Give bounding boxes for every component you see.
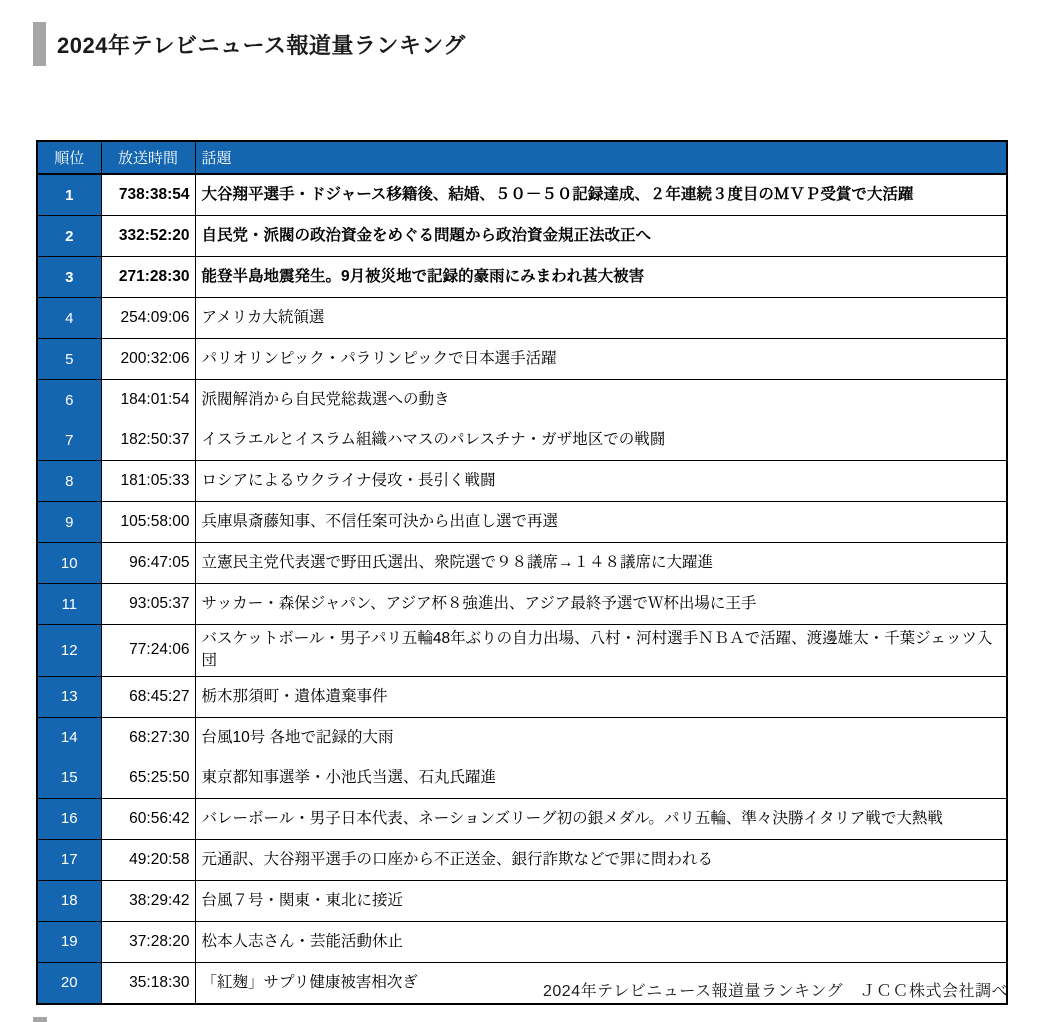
rank-cell: 13 xyxy=(37,676,101,717)
rank-cell: 2 xyxy=(37,216,101,257)
rank-cell: 6 xyxy=(37,380,101,421)
topic-cell: 兵庫県斎藤知事、不信任案可決から出直し選で再選 xyxy=(195,502,1007,543)
topic-cell: 大谷翔平選手・ドジャース移籍後、結婚、５０－５０記録達成、２年連続３度目のＭＶＰ受賞で大活躍 xyxy=(195,174,1007,216)
table-row xyxy=(37,339,1007,380)
time-cell: 49:20:58 xyxy=(101,839,195,880)
column-header-time: 放送時間 xyxy=(101,141,195,174)
rank-cell: 12 xyxy=(37,625,101,677)
topic-cell: サッカー・森保ジャパン、アジア杯８強進出、アジア最終予選でＷ杯出場に王手 xyxy=(195,584,1007,625)
time-cell: 332:52:20 xyxy=(101,216,195,257)
time-cell: 254:09:06 xyxy=(101,298,195,339)
rank-cell: 16 xyxy=(37,798,101,839)
time-cell: 181:05:33 xyxy=(101,461,195,502)
time-cell: 200:32:06 xyxy=(101,339,195,380)
rank-cell: 9 xyxy=(37,502,101,543)
time-cell: 60:56:42 xyxy=(101,798,195,839)
title-block xyxy=(33,22,466,66)
rank-cell: 11 xyxy=(37,584,101,625)
table-row xyxy=(37,839,1007,880)
time-cell: 271:28:30 xyxy=(101,257,195,298)
next-section-accent-bar xyxy=(33,1017,47,1022)
table-row xyxy=(37,921,1007,962)
time-cell: 77:24:06 xyxy=(101,625,195,677)
time-cell: 68:27:30 xyxy=(101,717,195,758)
table-row xyxy=(37,298,1007,339)
topic-cell: 能登半島地震発生。9月被災地で記録的豪雨にみまわれ甚大被害 xyxy=(195,257,1007,298)
table-row xyxy=(37,717,1007,758)
ranking-table xyxy=(36,140,1008,1005)
table-row xyxy=(37,420,1007,461)
table-row xyxy=(37,584,1007,625)
column-header-topic: 話題 xyxy=(195,141,1007,174)
table-row xyxy=(37,798,1007,839)
ranking-table-header xyxy=(37,141,1007,174)
time-cell: 105:58:00 xyxy=(101,502,195,543)
rank-cell: 15 xyxy=(37,758,101,799)
time-cell: 37:28:20 xyxy=(101,921,195,962)
rank-cell: 14 xyxy=(37,717,101,758)
time-cell: 182:50:37 xyxy=(101,420,195,461)
rank-cell: 18 xyxy=(37,880,101,921)
rank-cell: 20 xyxy=(37,962,101,1004)
topic-cell: バスケットボール・男子パリ五輪48年ぶりの自力出場、八村・河村選手ＮＢＡで活躍、渡邊雄太・千葉ジェッツ入団 xyxy=(195,625,1007,677)
rank-cell: 3 xyxy=(37,257,101,298)
rank-cell: 1 xyxy=(37,174,101,216)
page-title: 2024年テレビニュース報道量ランキング xyxy=(57,32,466,58)
time-cell: 738:38:54 xyxy=(101,174,195,216)
rank-cell: 10 xyxy=(37,543,101,584)
topic-cell: パリオリンピック・パラリンピックで日本選手活躍 xyxy=(195,339,1007,380)
topic-cell: バレーボール・男子日本代表、ネーションズリーグ初の銀メダル。パリ五輪、準々決勝イタリア戦で大熱戦 xyxy=(195,798,1007,839)
topic-cell: 「紅麹」サプリ健康被害相次ぎ xyxy=(195,962,1007,1004)
time-cell: 184:01:54 xyxy=(101,380,195,421)
rank-cell: 17 xyxy=(37,839,101,880)
ranking-table-container xyxy=(36,140,1008,1005)
source-caption: 2024年テレビニュース報道量ランキング ＪＣＣ株式会社調べ xyxy=(543,983,1008,1000)
table-row xyxy=(37,502,1007,543)
time-cell: 93:05:37 xyxy=(101,584,195,625)
table-row xyxy=(37,758,1007,799)
topic-cell: 東京都知事選挙・小池氏当選、石丸氏躍進 xyxy=(195,758,1007,799)
topic-cell: 立憲民主党代表選で野田氏選出、衆院選で９８議席→１４８議席に大躍進 xyxy=(195,543,1007,584)
rank-cell: 19 xyxy=(37,921,101,962)
topic-cell: 派閥解消から自民党総裁選への動き xyxy=(195,380,1007,421)
rank-cell: 8 xyxy=(37,461,101,502)
table-row xyxy=(37,625,1007,677)
table-row xyxy=(37,543,1007,584)
topic-cell: 栃木那須町・遺体遺棄事件 xyxy=(195,676,1007,717)
time-cell: 68:45:27 xyxy=(101,676,195,717)
table-row xyxy=(37,216,1007,257)
time-cell: 65:25:50 xyxy=(101,758,195,799)
table-row xyxy=(37,880,1007,921)
header-row xyxy=(37,141,1007,174)
rank-cell: 5 xyxy=(37,339,101,380)
topic-cell: 自民党・派閥の政治資金をめぐる問題から政治資金規正法改正へ xyxy=(195,216,1007,257)
time-cell: 35:18:30 xyxy=(101,962,195,1004)
topic-cell: 元通訳、大谷翔平選手の口座から不正送金、銀行詐欺などで罪に問われる xyxy=(195,839,1007,880)
table-row xyxy=(37,380,1007,421)
topic-cell: ロシアによるウクライナ侵攻・長引く戦闘 xyxy=(195,461,1007,502)
table-row xyxy=(37,676,1007,717)
topic-cell: イスラエルとイスラム組織ハマスのパレスチナ・ガザ地区での戦闘 xyxy=(195,420,1007,461)
ranking-table-body xyxy=(37,174,1007,1004)
topic-cell: アメリカ大統領選 xyxy=(195,298,1007,339)
topic-cell: 台風10号 各地で記録的大雨 xyxy=(195,717,1007,758)
table-row xyxy=(37,461,1007,502)
title-accent-bar xyxy=(33,22,46,66)
column-header-rank: 順位 xyxy=(37,141,101,174)
table-row xyxy=(37,257,1007,298)
rank-cell: 4 xyxy=(37,298,101,339)
table-row xyxy=(37,174,1007,216)
rank-cell: 7 xyxy=(37,420,101,461)
time-cell: 96:47:05 xyxy=(101,543,195,584)
time-cell: 38:29:42 xyxy=(101,880,195,921)
topic-cell: 松本人志さん・芸能活動休止 xyxy=(195,921,1007,962)
topic-cell: 台風７号・関東・東北に接近 xyxy=(195,880,1007,921)
